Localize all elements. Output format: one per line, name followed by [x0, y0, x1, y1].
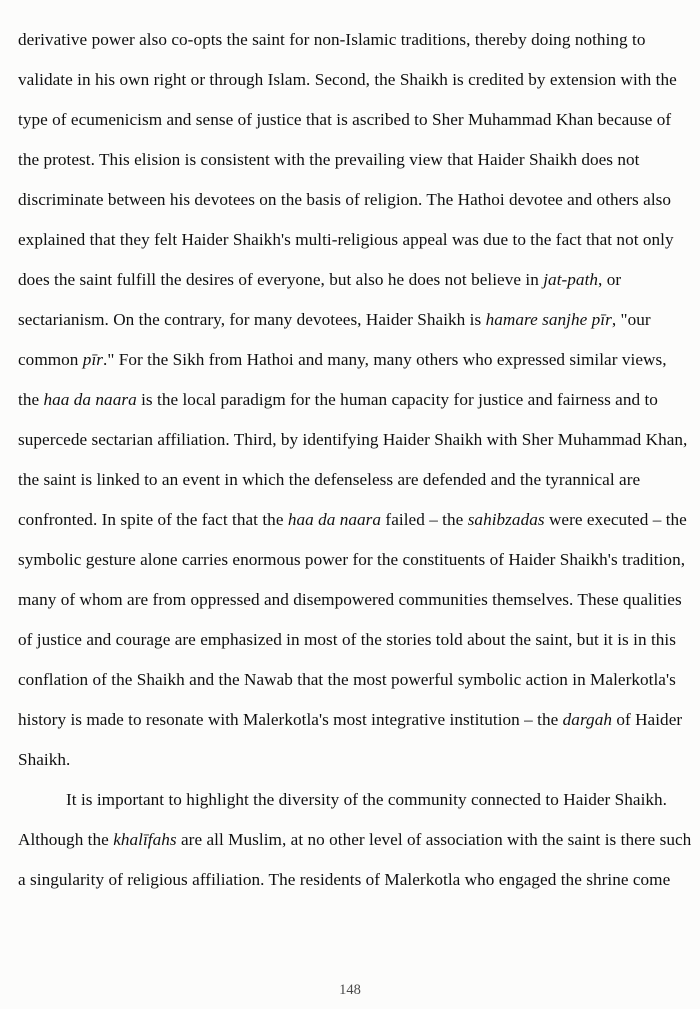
text-line [18, 260, 690, 300]
italic-term: hamare sanjhe pīr [485, 310, 612, 329]
page-body-text [18, 20, 690, 900]
text-run: validate in his own right or through Islam. Second, the Shaikh is credited by extension with the [18, 70, 677, 89]
text-line [18, 60, 690, 100]
italic-term: jat-path [543, 270, 599, 289]
text-line [18, 660, 690, 700]
italic-term: haa da naara [43, 390, 137, 409]
text-run: conflation of the Shaikh and the Nawab that the most powerful symbolic action in Malerkotla's [18, 670, 676, 689]
text-run: , "our [611, 310, 651, 329]
text-run: the saint is linked to an event in which the defenseless are defended and the tyrannical are [18, 470, 641, 489]
text-line [18, 420, 690, 460]
italic-term: dargah [562, 710, 612, 729]
text-run: of Haider [611, 710, 683, 729]
text-run: ." For the Sikh from Hathoi and many, many others who expressed similar views, [103, 350, 667, 369]
text-line [18, 460, 690, 500]
text-line [18, 860, 690, 900]
text-line [18, 820, 690, 860]
text-line [18, 20, 690, 60]
text-run: symbolic gesture alone carries enormous power for the constituents of Haider Shaikh's tradition, [18, 550, 686, 569]
text-run: It is important to highlight the diversity of the community connected to Haider Shaikh. [66, 790, 668, 809]
text-run: is the local paradigm for the human capacity for justice and fairness and to [136, 390, 658, 409]
text-run: were executed – the [544, 510, 687, 529]
text-line [18, 700, 690, 740]
text-run: Although the [18, 830, 114, 849]
text-line [18, 340, 690, 380]
text-line [18, 380, 690, 420]
text-line [18, 620, 690, 660]
text-line [18, 500, 690, 540]
text-run: explained that they felt Haider Shaikh's multi-religious appeal was due to the fact that not only [18, 230, 674, 249]
text-line [18, 540, 690, 580]
text-run: confronted. In spite of the fact that the [18, 510, 288, 529]
text-run: many of whom are from oppressed and disempowered communities themselves. These qualities [18, 590, 682, 609]
text-line [18, 220, 690, 260]
text-run: does the saint fulfill the desires of everyone, but also he does not believe in [18, 270, 544, 289]
text-run: type of ecumenicism and sense of justice that is ascribed to Sher Muhammad Khan because of [18, 110, 672, 129]
italic-term: pīr [82, 350, 104, 369]
text-run: Shaikh. [18, 750, 71, 769]
text-run: a singularity of religious affiliation. The residents of Malerkotla who engaged the shrine come [18, 870, 671, 889]
text-line [18, 180, 690, 220]
text-line [18, 780, 690, 820]
text-run: derivative power also co-opts the saint for non-Islamic traditions, thereby doing nothing to [18, 30, 646, 49]
text-run: of justice and courage are emphasized in most of the stories told about the saint, but it is in this [18, 630, 676, 649]
text-run: supercede sectarian affiliation. Third, by identifying Haider Shaikh with Sher Muhammad Khan, [18, 430, 688, 449]
text-line [18, 300, 690, 340]
text-run: history is made to resonate with Malerkotla's most integrative institution – the [18, 710, 563, 729]
page-number: 148 [339, 982, 361, 998]
italic-term: khalīfahs [113, 830, 177, 849]
text-run: discriminate between his devotees on the basis of religion. The Hathoi devotee and others also [18, 190, 672, 209]
text-line [18, 140, 690, 180]
text-run: sectarianism. On the contrary, for many devotees, Haider Shaikh is [18, 310, 486, 329]
text-line [18, 580, 690, 620]
italic-term: sahibzadas [467, 510, 545, 529]
text-run: the protest. This elision is consistent with the prevailing view that Haider Shaikh does not [18, 150, 640, 169]
text-line [18, 100, 690, 140]
text-run: are all Muslim, at no other level of association with the saint is there such [176, 830, 692, 849]
text-line [18, 740, 690, 780]
text-run: failed – the [381, 510, 468, 529]
text-run: , or [598, 270, 622, 289]
text-run: common [18, 350, 83, 369]
text-run: the [18, 390, 44, 409]
italic-term: haa da naara [287, 510, 382, 529]
